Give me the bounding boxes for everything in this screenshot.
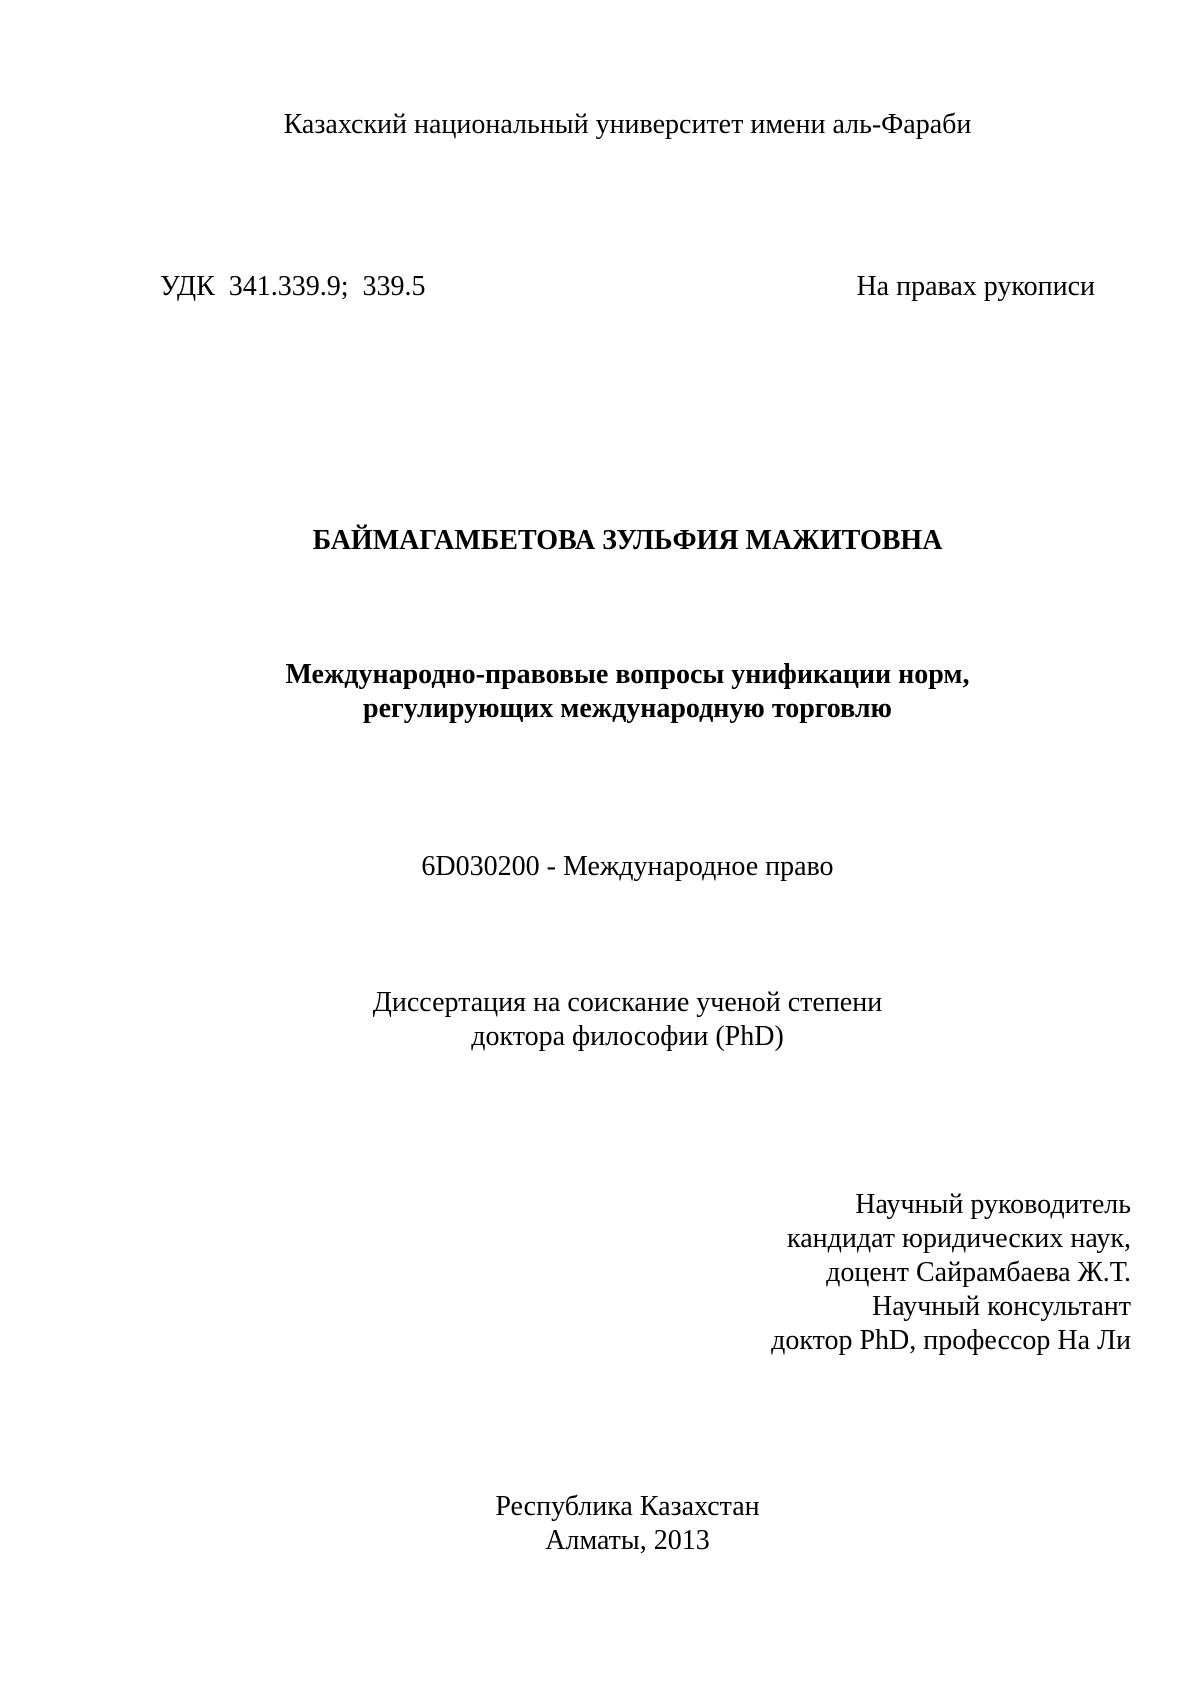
degree-statement-line1: Диссертация на соискание ученой степени <box>372 987 883 1018</box>
degree-statement <box>160 986 1095 1054</box>
udk-row <box>160 270 1095 304</box>
city-year: Алматы, 2013 <box>545 1525 710 1556</box>
dissertation-title <box>160 658 1095 726</box>
specialty-code: 6D030200 - Международное право <box>421 851 834 882</box>
supervisor-block <box>500 1188 1131 1358</box>
university-name: Казахский национальный университет имени аль-Фараби <box>283 109 972 140</box>
country-name: Республика Казахстан <box>495 1491 760 1522</box>
author-name: БАЙМАГАМБЕТОВА ЗУЛЬФИЯ МАЖИТОВНА <box>312 525 943 556</box>
manuscript-note: На правах рукописи <box>856 271 1095 302</box>
publication-footer <box>160 1490 1095 1558</box>
dissertation-title-line2: регулирующих международную торговлю <box>363 693 892 724</box>
degree-statement-line2: доктора философии (PhD) <box>471 1021 784 1052</box>
supervisor-role-label: Научный руководитель <box>855 1189 1131 1220</box>
consultant-name: доктор PhD, профессор На Ли <box>771 1325 1131 1356</box>
consultant-role-label: Научный консультант <box>872 1291 1131 1322</box>
udk-code: УДК 341.339.9; 339.5 <box>160 271 426 302</box>
supervisor-degree: кандидат юридических наук, <box>787 1223 1131 1254</box>
supervisor-name: доцент Сайрамбаева Ж.Т. <box>826 1257 1131 1288</box>
dissertation-title-line1: Международно-правовые вопросы унификации норм, <box>285 659 970 690</box>
